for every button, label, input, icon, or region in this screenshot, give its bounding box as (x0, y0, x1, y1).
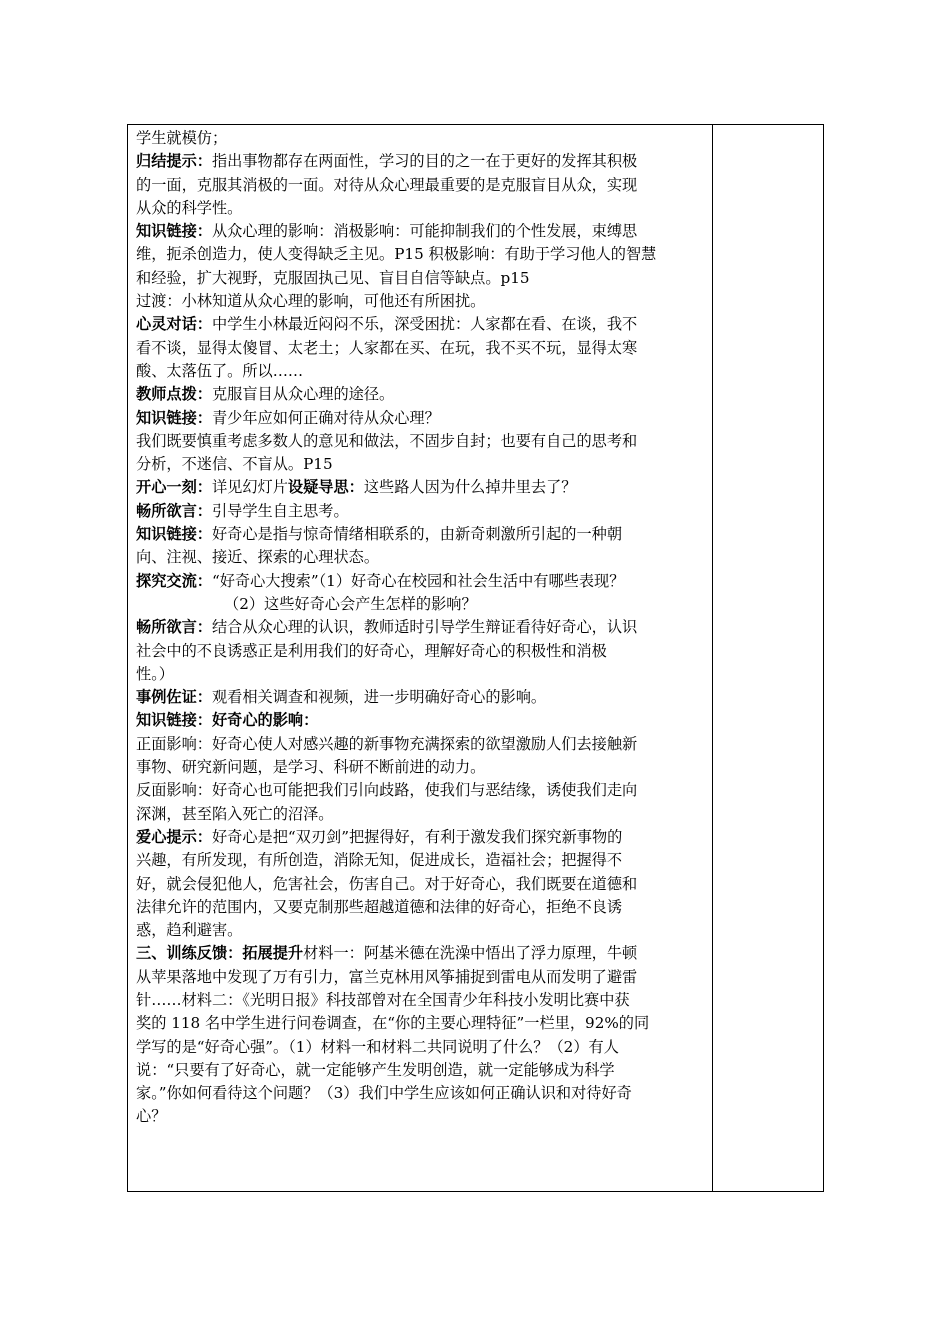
body-text: 针……材料二：《光明日报》科技部曾对在全国青少年科技小发明比赛中获 (136, 990, 630, 1009)
text-line (136, 709, 706, 732)
body-text: 这些路人因为什么掉井里去了？ (363, 478, 577, 497)
body-text: 家。”你如何看待这个问题？（3）我们中学生应该如何正确认识和对待好奇 (136, 1084, 632, 1103)
text-line (136, 989, 706, 1012)
body-text: （2）这些好奇心会产生怎样的影响？ (224, 594, 477, 613)
text-line (136, 1105, 706, 1128)
body-text: 事物、研究新问题，是学习、科研不断前进的动力。 (136, 758, 486, 777)
text-line (136, 453, 706, 476)
body-text: 材料一：阿基米德在洗澡中悟出了浮力原理，牛顿 (303, 944, 638, 963)
text-line (136, 313, 706, 336)
text-line (136, 849, 706, 872)
text-line (136, 523, 706, 546)
bold-label: 知识链接：好奇心的影响： (136, 711, 319, 730)
text-line (136, 243, 706, 266)
text-line (136, 476, 706, 499)
body-text: 从众心理的影响：消极影响：可能抑制我们的个性发展，束缚思 (211, 222, 638, 241)
text-line (136, 826, 706, 849)
body-text: 性。） (136, 664, 174, 683)
body-text: 学写的是“好奇心强”。（1）材料一和材料二共同说明了什么？（2）有人 (136, 1037, 619, 1056)
body-text: 酸、太落伍了。所以…… (136, 361, 304, 380)
body-text: 说：“只要有了好奇心，就一定能够产生发明创造，就一定能够成为科学 (136, 1060, 615, 1079)
body-text: 指出事物都存在两面性，学习的目的之一在于更好的发挥其积极 (211, 152, 638, 171)
bold-label: 知识链接： (136, 222, 212, 241)
text-line (136, 174, 706, 197)
lesson-table (127, 124, 824, 1192)
body-text: 好奇心是指与惊奇情绪相联系的，由新奇刺激所引起的一种朝 (211, 525, 622, 544)
bold-label: 爱心提示： (136, 827, 212, 846)
text-line (136, 337, 706, 360)
bold-label: 畅所欲言： (136, 501, 212, 520)
text-line (136, 290, 706, 313)
text-line (136, 430, 706, 453)
text-line (136, 220, 706, 243)
text-line (136, 546, 706, 569)
body-text: 克服盲目从众心理的途径。 (211, 385, 395, 404)
text-line (136, 803, 706, 826)
bold-label: 开心一刻： (136, 478, 212, 497)
text-line (136, 570, 706, 593)
text-line (136, 150, 706, 173)
body-text: 引导学生自主思考。 (211, 501, 349, 520)
text-line (136, 407, 706, 430)
text-line (136, 896, 706, 919)
body-text: 从众的科学性。 (136, 198, 243, 217)
text-line (136, 966, 706, 989)
text-line (136, 733, 706, 756)
body-text: 我们既要慎重考虑多数人的意见和做法，不固步自封；也要有自己的思考和 (136, 431, 638, 450)
bold-label: 设疑导思： (287, 478, 364, 497)
body-text: 的一面，克服其消极的一面。对待从众心理最重要的是克服盲目从众，实现 (136, 175, 638, 194)
text-line (136, 593, 706, 616)
text-line (136, 873, 706, 896)
body-text: 观看相关调查和视频，进一步明确好奇心的影响。 (211, 688, 547, 707)
text-line (136, 500, 706, 523)
body-text: 结合从众心理的认识，教师适时引导学生辩证看待好奇心，认识 (211, 618, 638, 637)
text-line (136, 197, 706, 220)
body-text: 兴趣，有所发现，有所创造，消除无知，促进成长，造福社会；把握得不 (136, 851, 622, 870)
body-text: 好，就会侵犯他人，危害社会，伤害自己。对于好奇心，我们既要在道德和 (136, 874, 638, 893)
text-line (136, 663, 706, 686)
body-text: 和经验，扩大视野，克服固执己见、盲目自信等缺点。p15 (136, 268, 530, 287)
body-text: 维，扼杀创造力，使人变得缺乏主见。P15 积极影响：有助于学习他人的智慧 (136, 245, 657, 264)
text-line (136, 1059, 706, 1082)
body-text: 法律允许的范围内，又要克制那些超越道德和法律的好奇心，拒绝不良诱 (136, 897, 622, 916)
text-line (136, 360, 706, 383)
body-text: 青少年应如何正确对待从众心理？ (211, 408, 440, 427)
body-text: 深渊，甚至陷入死亡的沼泽。 (136, 804, 334, 823)
body-text: 从苹果落地中发现了万有引力，富兰克林用风筝捕捉到雷电从而发明了避雷 (136, 967, 638, 986)
lesson-content (136, 127, 706, 1129)
text-line (136, 756, 706, 779)
table-column-divider (712, 125, 713, 1191)
text-line (136, 686, 706, 709)
bold-label: 知识链接： (136, 525, 212, 544)
text-line (136, 1082, 706, 1105)
body-text: 详见幻灯片 (211, 478, 288, 497)
text-line (136, 919, 706, 942)
body-text: 心？ (136, 1107, 167, 1126)
text-line (136, 640, 706, 663)
body-text: “好奇心大搜索”（1）好奇心在校园和社会生活中有哪些表现？ (211, 571, 625, 590)
body-text: 过渡：小林知道从众心理的影响，可他还有所困扰。 (136, 292, 486, 311)
text-line (136, 942, 706, 965)
text-line (136, 127, 706, 150)
text-line (136, 1012, 706, 1035)
text-line (136, 267, 706, 290)
bold-label: 事例佐证： (136, 688, 212, 707)
body-text: 惑，趋利避害。 (136, 921, 243, 940)
body-text: 奖的 118 名中学生进行问卷调查，在“你的主要心理特征”一栏里，92%的同 (136, 1014, 650, 1033)
body-text: 社会中的不良诱惑正是利用我们的好奇心，理解好奇心的积极性和消极 (136, 641, 607, 660)
body-text: 好奇心是把“双刃剑”把握得好，有利于激发我们探究新事物的 (211, 827, 623, 846)
body-text: 看不谈，显得太傻冒、太老土；人家都在买、在玩，我不买不玩，显得太寒 (136, 338, 638, 357)
bold-label: 归结提示： (136, 152, 212, 171)
text-line (136, 1036, 706, 1059)
body-text: 分析，不迷信、不盲从。P15 (136, 455, 333, 474)
body-text: 向、注视、接近、探索的心理状态。 (136, 548, 379, 567)
body-text: 中学生小林最近闷闷不乐，深受困扰：人家都在看、在谈，我不 (211, 315, 638, 334)
text-line (136, 383, 706, 406)
bold-label: 三、训练反馈：拓展提升 (136, 944, 304, 963)
bold-label: 知识链接： (136, 408, 212, 427)
bold-label: 心灵对话： (136, 315, 212, 334)
bold-label: 畅所欲言： (136, 618, 212, 637)
body-text: 学生就模仿； (136, 129, 228, 147)
body-text: 正面影响：好奇心使人对感兴趣的新事物充满探索的欲望激励人们去接触新 (136, 734, 638, 753)
text-line (136, 779, 706, 802)
bold-label: 探究交流： (136, 571, 212, 590)
text-line (136, 616, 706, 639)
bold-label: 教师点拨： (136, 385, 212, 404)
body-text: 反面影响：好奇心也可能把我们引向歧路，使我们与恶结缘，诱使我们走向 (136, 781, 638, 800)
